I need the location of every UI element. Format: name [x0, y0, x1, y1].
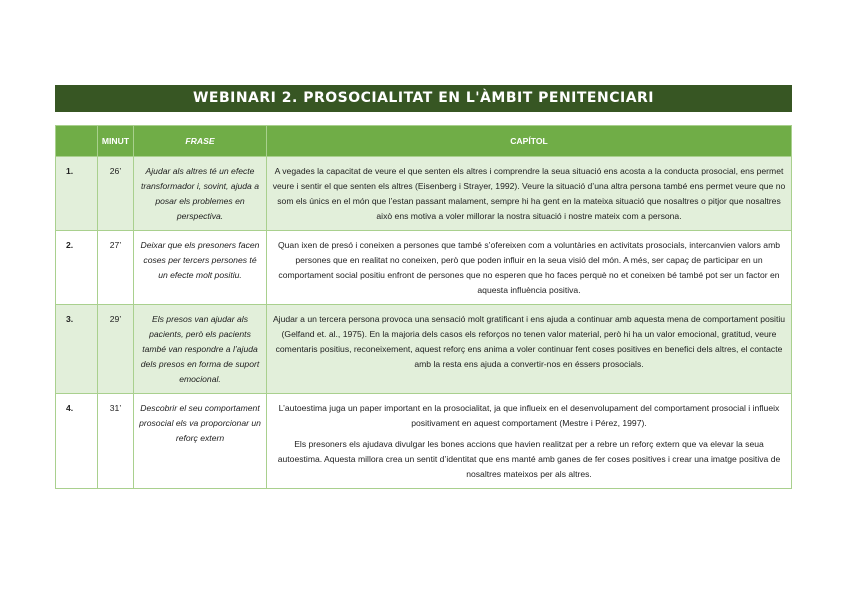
row-number: 3. — [56, 305, 98, 394]
chapter-paragraph: Ajudar a un tercera persona provoca una sensació molt gratificant i ens ajuda a continuar amb aquesta mena de comportament positiu (Gelfand et. al., 1975). En la majoria dels casos els reforços no tenen valor material, però hi ha un valor emocional, gratitud, veure comentaris positius, reconeixement, aquest reforç ens anima a voler continuar fent coses positives en benefici dels altres, el contacte amb la resta ens ajuda a convertir-nos en éssers prosocials. — [272, 314, 786, 369]
table-header-row — [56, 126, 792, 157]
row-chapter — [267, 305, 792, 394]
header-frase: FRASE — [134, 126, 267, 157]
webinar-table — [55, 125, 792, 489]
row-number: 2. — [56, 231, 98, 305]
row-quote: Descobrir el seu comportament prosocial els va proporcionar un reforç extern — [134, 394, 267, 489]
table-row — [56, 394, 792, 489]
header-capitol: CAPÍTOL — [267, 126, 792, 157]
header-num — [56, 126, 98, 157]
row-minute: 29’ — [98, 305, 134, 394]
row-quote: Ajudar als altres té un efecte transformador i, sovint, ajuda a posar els problemes en perspectiva. — [134, 157, 267, 231]
row-minute: 26’ — [98, 157, 134, 231]
row-minute: 31’ — [98, 394, 134, 489]
table-row — [56, 157, 792, 231]
chapter-paragraph: A vegades la capacitat de veure el que senten els altres i comprendre la seua situació ens acosta a la conducta prosocial, ens permet veure i sentir el que senten els altres (Eisenberg i Strayer, 1992). Veure la situació d’una altra persona també ens permet veure que no som els únics en el món que l’estan passant malament, sempre hi ha gent en la mateixa situació que nosaltres o pitjor que nosaltres això ens motiva a voler millorar la nostra situació i nostre mateix com a persona. — [272, 166, 786, 221]
row-quote: Els presos van ajudar als pacients, però els pacients també van respondre a l’ajuda dels presos en forma de suport emocional. — [134, 305, 267, 394]
table-row — [56, 231, 792, 305]
row-quote: Deixar que els presoners facen coses per tercers persones té un efecte molt positiu. — [134, 231, 267, 305]
header-minut: MINUT — [98, 126, 134, 157]
chapter-paragraph: Quan ixen de presó i coneixen a persones que també s’ofereixen com a voluntàries en activitats prosocials, intercanvien valors amb persones que en realitat no coneixen, però que poden influir en la seua visió del món. A més, ser capaç de participar en un comportament social positiu enfront de persones que no esperen que ho faces perquè no et coneixen bé també pot ser un factor en aquesta influència positiva. — [277, 240, 781, 295]
row-chapter — [267, 394, 792, 489]
row-chapter — [267, 231, 792, 305]
row-number: 1. — [56, 157, 98, 231]
row-chapter — [267, 157, 792, 231]
document-title: WEBINARI 2. PROSOCIALITAT EN L'ÀMBIT PENITENCIARI — [55, 85, 792, 112]
row-number: 4. — [56, 394, 98, 489]
row-minute: 27’ — [98, 231, 134, 305]
chapter-paragraph: Els presoners els ajudava divulgar les bones accions que havien realitzat per a rebre un reforç extern que va elevar la seua autoestima. Aquesta millora crea un sentit d’identitat que ens manté amb ganes de fer coses positives i crear una imatge positiva de nosaltres mateixos per als altres. — [277, 439, 781, 479]
table-row — [56, 305, 792, 394]
chapter-paragraph: L’autoestima juga un paper important en la prosocialitat, ja que influeix en el desenvolupament del comportament prosocial i influeix positivament en aquest comportament (Mestre i Pérez, 1997). — [278, 403, 780, 428]
